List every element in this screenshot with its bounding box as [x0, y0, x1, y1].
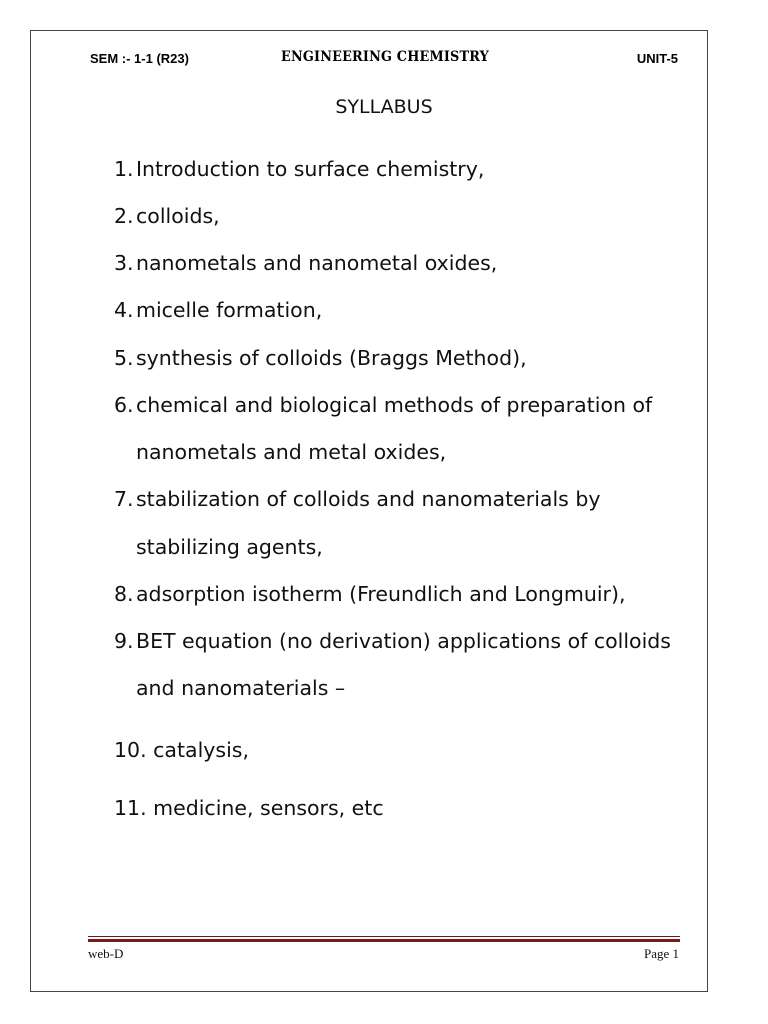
list-item [114, 346, 704, 370]
list-item-number: 4. [114, 298, 134, 322]
list-item-number: 10. [114, 738, 147, 762]
list-item-number: 3. [114, 251, 134, 275]
list-item-text: nanometals and nanometal oxides, [136, 251, 498, 275]
list-item-continuation: stabilizing agents, [136, 535, 323, 559]
list-item-number: 6. [114, 393, 134, 417]
list-item-number: 9. [114, 629, 134, 653]
list-item-text: chemical and biological methods of preparation of [136, 393, 653, 417]
course-title: ENGINEERING CHEMISTRY [281, 49, 490, 65]
list-item-number: 11. [114, 796, 147, 820]
list-item-text: synthesis of colloids (Braggs Method), [136, 346, 527, 370]
list-item [114, 738, 704, 762]
list-item-text: colloids, [136, 204, 220, 228]
list-item-text: micelle formation, [136, 298, 323, 322]
list-item-text: BET equation (no derivation) applications of colloids [136, 629, 671, 653]
list-item-continuation: and nanomaterials – [136, 676, 346, 700]
list-item [114, 629, 704, 653]
list-item-continuation: nanometals and metal oxides, [136, 440, 447, 464]
list-item-number: 5. [114, 346, 134, 370]
page-title: SYLLABUS [335, 96, 433, 118]
list-item-text: adsorption isotherm (Freundlich and Longmuir), [136, 582, 626, 606]
list-item-number: 1. [114, 157, 134, 181]
list-item-number: 7. [114, 487, 134, 511]
footer-rule-thin [88, 936, 680, 937]
footer-rule-thick [88, 939, 680, 942]
list-item [114, 298, 704, 322]
list-item [114, 582, 704, 606]
unit-label: UNIT-5 [636, 51, 678, 66]
list-item [114, 204, 704, 228]
list-item [114, 487, 704, 511]
page-number: Page 1 [643, 946, 679, 961]
list-item [114, 251, 704, 275]
list-item [114, 157, 704, 181]
list-item-text: Introduction to surface chemistry, [136, 157, 485, 181]
list-item-text: catalysis, [153, 738, 249, 762]
list-item [114, 796, 704, 820]
list-item-text: medicine, sensors, etc [153, 796, 384, 820]
semester-label: SEM :- 1-1 (R23) [90, 51, 189, 66]
list-item-number: 2. [114, 204, 134, 228]
list-item-number: 8. [114, 582, 134, 606]
list-item [114, 393, 704, 417]
footer-author: web-D [88, 946, 124, 961]
list-item-text: stabilization of colloids and nanomaterials by [136, 487, 601, 511]
